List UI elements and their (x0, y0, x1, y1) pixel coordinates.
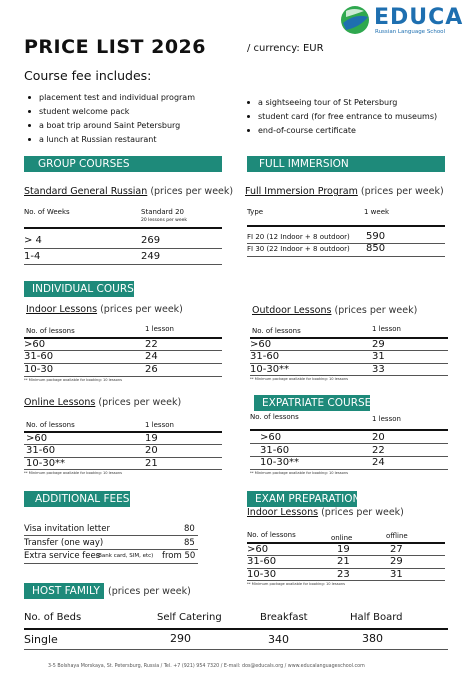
online-subtitle (24, 397, 181, 408)
immersion-row-price: 850 (366, 243, 386, 254)
host-row-breakfast: 340 (268, 633, 289, 646)
group-col2-sub: 20 lessons per week (141, 218, 187, 223)
group-col1: No. of Weeks (24, 208, 70, 216)
divider (24, 337, 222, 339)
online-note: ** Minimum package available for booking: 10 lessons (24, 471, 122, 475)
divider (250, 443, 448, 444)
indoor-row-lessons: 10-30 (24, 364, 54, 375)
divider (24, 649, 448, 650)
outdoor-per: (prices per week) (334, 305, 418, 316)
immersion-col1: Type (247, 208, 264, 216)
outdoor-row-price: 29 (372, 339, 385, 350)
outdoor-row-lessons: 10-30** (250, 364, 290, 375)
individual-courses-bar: INDIVIDUAL COURSES (24, 281, 134, 297)
divider (24, 248, 222, 249)
divider (24, 549, 198, 550)
immersion-per: (prices per week) (360, 186, 444, 197)
fee-value: from 50 (162, 551, 196, 561)
logo-tagline: Russian Language School (375, 29, 446, 35)
include-item: end-of-course certificate (258, 126, 356, 135)
outdoor-col2: 1 lesson (372, 325, 401, 333)
include-item: a boat trip around Saint Petersburg (39, 121, 181, 130)
host-col-beds: No. of Beds (24, 612, 82, 623)
exam-preparation-bar: EXAM PREPARATION (247, 491, 357, 507)
outdoor-row-price: 31 (372, 351, 385, 362)
group-row-price: 269 (141, 235, 161, 246)
online-row-lessons: 10-30** (26, 458, 66, 469)
divider (247, 256, 445, 257)
exam-note: ** Minimum package available for booking: 10 lessons (247, 582, 345, 586)
host-per: (prices per week) (108, 586, 191, 597)
host-col-breakfast: Breakfast (260, 612, 308, 623)
online-per: (prices per week) (98, 397, 182, 408)
divider (250, 350, 448, 351)
outdoor-row-lessons: >60 (250, 339, 272, 350)
host-col-half-board: Half Board (350, 612, 403, 623)
group-row-weeks: > 4 (24, 235, 42, 246)
divider (24, 376, 222, 377)
host-family-bar: HOST FAMILY (24, 583, 104, 599)
indoor-row-lessons: >60 (24, 339, 46, 350)
educa-globe-logo-icon (340, 5, 370, 35)
exam-per: (prices per week) (321, 507, 404, 518)
indoor-row-lessons: 31-60 (24, 351, 54, 362)
fee-value: 85 (184, 538, 195, 548)
divider (24, 350, 222, 351)
exam-row-offline: 31 (390, 569, 403, 580)
indoor-per: (prices per week) (100, 304, 183, 315)
exam-subtitle (247, 507, 404, 518)
divider (247, 580, 445, 581)
outdoor-note: ** Minimum package available for booking: 10 lessons (250, 377, 348, 381)
online-col2: 1 lesson (145, 421, 174, 429)
group-courses-bar: GROUP COURSES (24, 156, 222, 172)
group-row-weeks: 1-4 (24, 251, 41, 262)
host-row-self-catering: 290 (170, 632, 191, 645)
immersion-row-price: 590 (366, 231, 386, 242)
immersion-row-type: FI 20 (12 Indoor + 8 outdoor) (247, 233, 350, 241)
immersion-subtitle (245, 186, 444, 197)
exam-row-offline: 27 (390, 544, 403, 555)
exam-title: Indoor Lessons (247, 507, 319, 518)
include-item: a lunch at Russian restaurant (39, 135, 157, 144)
divider (24, 264, 222, 265)
exam-row-offline: 29 (390, 556, 403, 567)
expat-row-price: 22 (372, 445, 385, 456)
exam-row-lessons: 31-60 (247, 556, 277, 567)
fee-label: Visa invitation letter (24, 524, 110, 534)
outdoor-col1: No. of lessons (252, 327, 301, 335)
immersion-row-type: FI 30 (22 Indoor + 8 outdoor) (247, 245, 350, 253)
fee-label-detail: (Bank card, SIM, etc) (96, 553, 154, 559)
online-col1: No. of lessons (26, 421, 75, 429)
host-row-half-board: 380 (362, 632, 383, 645)
online-row-price: 19 (145, 433, 158, 444)
online-row-price: 20 (145, 445, 158, 456)
outdoor-subtitle (252, 305, 417, 316)
logo-name: EDUCA (374, 5, 464, 30)
online-row-price: 21 (145, 458, 158, 469)
divider (24, 363, 222, 364)
expat-row-price: 24 (372, 457, 385, 468)
indoor-row-price: 22 (145, 339, 158, 350)
indoor-title: Indoor Lessons (26, 304, 98, 315)
expat-col1: No. of lessons (250, 413, 299, 421)
divider (250, 375, 448, 376)
immersion-title: Full Immersion Program (245, 186, 358, 197)
includes-heading: Course fee includes: (24, 68, 152, 83)
indoor-col1: No. of lessons (26, 327, 75, 335)
group-row-price: 249 (141, 251, 161, 262)
include-item: student welcome pack (39, 107, 130, 116)
host-row-beds: Single (24, 633, 58, 646)
additional-fees-bar: ADDITIONAL FEES (24, 491, 130, 507)
exam-row-online: 23 (337, 569, 350, 580)
online-row-lessons: >60 (26, 433, 48, 444)
divider (24, 535, 198, 536)
currency-label: / currency: EUR (247, 43, 324, 54)
online-title: Online Lessons (24, 397, 96, 408)
page-title: PRICE LIST 2026 (24, 36, 206, 58)
fee-label: Extra service fees (24, 551, 101, 561)
include-item: a sightseeing tour of St Petersburg (258, 98, 398, 107)
divider (24, 563, 198, 564)
footer-contact: 3-5 Bolshaya Morskaya, St. Petersburg, Russia / Tel. +7 (921) 954 7320 / E-mail: dos@educals.org / www.educalanguageschool.com (48, 664, 365, 669)
expatriate-course-bar: EXPATRIATE COURSE (254, 395, 370, 411)
online-row-lessons: 31-60 (26, 445, 56, 456)
outdoor-row-lessons: 31-60 (250, 351, 280, 362)
divider (24, 227, 222, 229)
outdoor-row-price: 33 (372, 364, 385, 375)
immersion-col2: 1 week (364, 208, 390, 216)
exam-row-online: 19 (337, 544, 350, 555)
exam-col1: No. of lessons (247, 531, 296, 539)
exam-row-online: 21 (337, 556, 350, 567)
expat-row-lessons: 31-60 (260, 445, 290, 456)
group-per: (prices per week) (150, 186, 234, 197)
group-col2: Standard 20 (141, 208, 184, 216)
group-title: Standard General Russian (24, 186, 148, 197)
expat-row-lessons: 10-30** (260, 457, 300, 468)
divider (250, 337, 448, 339)
divider (24, 628, 448, 630)
expat-note: ** Minimum package available for booking: 10 lessons (250, 471, 348, 475)
divider (250, 429, 448, 431)
outdoor-title: Outdoor Lessons (252, 305, 332, 316)
divider (24, 431, 222, 433)
host-col-self-catering: Self Catering (157, 612, 222, 623)
divider (24, 469, 222, 470)
divider (250, 469, 448, 470)
expat-row-lessons: >60 (260, 432, 282, 443)
group-subtitle (24, 186, 233, 197)
exam-col2: online (331, 534, 353, 542)
indoor-note: ** Minimum package available for booking: 10 lessons (24, 378, 122, 382)
exam-row-lessons: >60 (247, 544, 269, 555)
indoor-row-price: 24 (145, 351, 158, 362)
indoor-row-price: 26 (145, 364, 158, 375)
include-item: student card (for free entrance to museums) (258, 112, 438, 121)
expat-col2: 1 lesson (372, 415, 401, 423)
indoor-subtitle (26, 304, 183, 315)
exam-row-lessons: 10-30 (247, 569, 277, 580)
fee-value: 80 (184, 524, 195, 534)
expat-row-price: 20 (372, 432, 385, 443)
divider (247, 225, 445, 227)
indoor-col2: 1 lesson (145, 325, 174, 333)
full-immersion-bar: FULL IMMERSION (247, 156, 445, 172)
exam-col3: offline (386, 532, 408, 540)
include-item: placement test and individual program (39, 93, 196, 102)
divider (247, 243, 445, 244)
fee-label: Transfer (one way) (24, 538, 104, 548)
